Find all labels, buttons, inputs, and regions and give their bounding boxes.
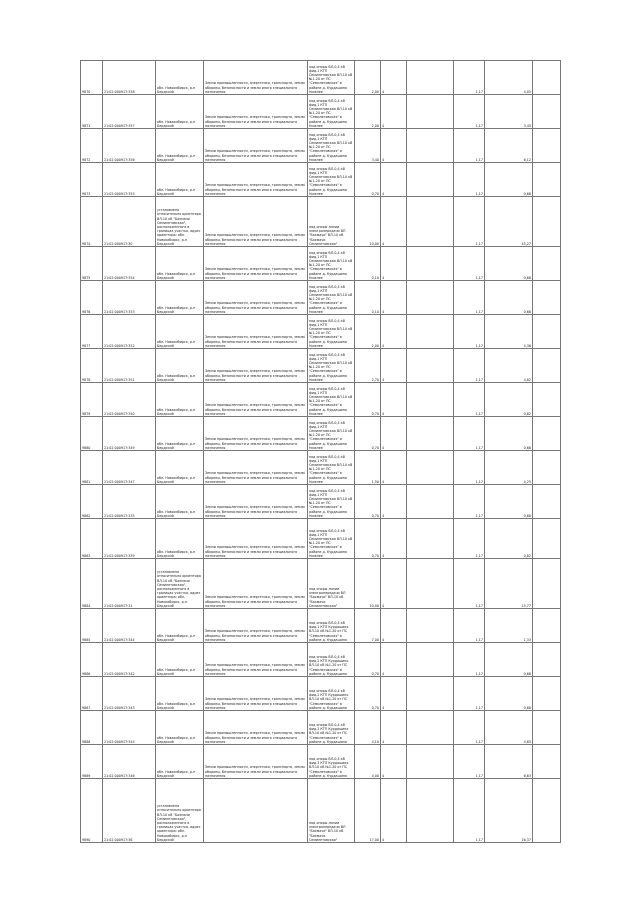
rate-cell: 4 (381, 281, 407, 315)
table-row (81, 609, 561, 643)
area-cell: 4,00 (355, 745, 381, 779)
coefficient-cell: 1,17 (454, 779, 485, 843)
cadastral-number-cell: 21:02:000917:344 (103, 609, 156, 643)
permitted-use-cell: под опоры линии электропередачи ВЛ "Бахмачи" ВЛ-10 кВ "Бахмачи Семилетовская" (308, 197, 355, 247)
table-row (81, 163, 561, 197)
amount-cell: 16,37 (485, 779, 533, 843)
row-number-cell: 9872 (81, 129, 103, 163)
address-cell: обл. Новосибирск, р-н Бердский (156, 383, 204, 417)
permitted-use-cell: под опоры ВЛ-0,4 кВ фид.1 КТП Семилетовская ВЛ-10 кВ №1-20 от ПС "Семилетовская" в районе д. Курдашино Нижнее (308, 95, 355, 129)
row-number-cell: 9877 (81, 315, 103, 349)
row-number-cell: 9870 (81, 61, 103, 95)
land-category-cell: Земли промышленности, энергетики, транспорта, земли обороны, безопасности и земли иного специального назначения (204, 417, 308, 451)
cadastral-number-cell: 21:02:000917:356 (103, 129, 156, 163)
table-row (81, 247, 561, 281)
coefficient-cell: 1,17 (454, 129, 485, 163)
permitted-use-cell: под опоры ВЛ-0,4 кВ фид.1 КТП Семилетовская ВЛ-10 кВ №1-20 от ПС "Семилетовская" в районе д. Курдашино Нижнее (308, 163, 355, 197)
coefficient-cell: 1,17 (454, 95, 485, 129)
area-cell: 0,10 (355, 281, 381, 315)
spacer-cell (533, 745, 561, 779)
permitted-use-cell: под опоры ВЛ-0,4 кВ фид.1 КТП Семилетовская ВЛ-10 кВ №1-20 от ПС "Семилетовская" в районе д. Курдашино Нижнее (308, 315, 355, 349)
address-cell: обл. Новосибирск, р-н Бердский (156, 129, 204, 163)
spacer-cell (533, 451, 561, 485)
rate-cell: 4 (381, 417, 407, 451)
rate-cell: 4 (381, 711, 407, 745)
address-cell: обл. Новосибирск, р-н Бердский (156, 451, 204, 485)
spacer-cell (533, 163, 561, 197)
spacer-cell (533, 247, 561, 281)
table-row (81, 315, 561, 349)
spacer-cell (533, 559, 561, 609)
coefficient-cell: 1,17 (454, 485, 485, 519)
land-category-cell: Земли промышленности, энергетики, транспорта, земли обороны, безопасности и земли иного специального назначения (204, 609, 308, 643)
coefficient-cell: 1,17 (454, 609, 485, 643)
empty-cell (407, 247, 454, 281)
permitted-use-cell: под опоры ВЛ-0,4 кВ фид.1 КТП Семилетовская ВЛ-10 кВ №1-20 от ПС "Семилетовская" в районе д. Курдашино Нижнее (308, 61, 355, 95)
rate-cell: 4 (381, 451, 407, 485)
amount-cell: 4,36 (485, 315, 533, 349)
address-cell: установлено относительно ориентира ВЛ-10 кВ "Бахмачи Семилетовская", расположенного в границах участка, адрес ориентира: обл. Новосибирск, р-н Бердский (156, 559, 204, 609)
rate-cell: 4 (381, 609, 407, 643)
permitted-use-cell: под опоры ВЛ-0,4 кВ фид.1 КТП Семилетовская ВЛ-10 кВ №1-20 от ПС "Семилетовская" в районе д. Курдашино Нижнее (308, 349, 355, 383)
permitted-use-cell: под опоры ВЛ-0,4 кВ фид.1 КТП Семилетовская ВЛ-10 кВ №1-20 от ПС "Семилетовская" в районе д. Курдашино Нижнее (308, 247, 355, 281)
address-cell: установлено относительно ориентира ВЛ-10 кВ "Бахмачи Семилетовская", расположенного в границах участка, адрес ориентира: обл. Новосибирск, р-н Бердский (156, 779, 204, 843)
amount-cell: 0,68 (485, 643, 533, 677)
permitted-use-cell: под опоры ВЛ-0,4 кВ фид.3 КТП Курдашино ВЛ-10 кВ №1-20 от ПС "Семилетовская" в районе д. Курдашино (308, 745, 355, 779)
empty-cell (407, 61, 454, 95)
amount-cell: 4,05 (485, 61, 533, 95)
land-category-cell: Земли промышленности, энергетики, транспорта, земли обороны, безопасности и земли иного специального назначения (204, 643, 308, 677)
rate-cell: 4 (381, 349, 407, 383)
land-category-cell: Земли промышленности, энергетики, транспорта, земли обороны, безопасности и земли иного специального назначения (204, 559, 308, 609)
permitted-use-cell: под опоры ВЛ-0,4 кВ фид.1 КТП Семилетовская ВЛ-10 кВ №1-20 от ПС "Семилетовская" в районе д. Курдашино Нижнее (308, 417, 355, 451)
amount-cell: 0,82 (485, 519, 533, 559)
empty-cell (407, 745, 454, 779)
coefficient-cell: 1,17 (454, 163, 485, 197)
permitted-use-cell: под опоры ВЛ-0,4 кВ фид.2 КТП Курдашино ВЛ-10 кВ №1-20 от ПС "Семилетовская" в районе д. Курдашино (308, 643, 355, 677)
empty-cell (407, 451, 454, 485)
spacer-cell (533, 281, 561, 315)
amount-cell: 0,68 (485, 281, 533, 315)
cadastral-number-cell: 21:02:000917:339 (103, 519, 156, 559)
address-cell: обл. Новосибирск, р-н Бердский (156, 281, 204, 315)
area-cell: 2,70 (355, 349, 381, 383)
table-row (81, 643, 561, 677)
empty-cell (407, 163, 454, 197)
amount-cell: 4,25 (485, 451, 533, 485)
table-row (81, 711, 561, 745)
coefficient-cell: 1,17 (454, 677, 485, 711)
permitted-use-cell: под опоры ВЛ-0,4 кВ фид.1 КТП Семилетовская ВЛ-10 кВ №1-20 от ПС "Семилетовская" в районе д. Курдашино Нижнее (308, 519, 355, 559)
land-category-cell: Земли промышленности, энергетики, транспорта, земли обороны, безопасности и земли иного специального назначения (204, 95, 308, 129)
coefficient-cell: 1,17 (454, 61, 485, 95)
empty-cell (407, 315, 454, 349)
spacer-cell (533, 61, 561, 95)
coefficient-cell: 1,17 (454, 643, 485, 677)
cadastral-number-cell: 21:02:000917:352 (103, 315, 156, 349)
empty-cell (407, 129, 454, 163)
land-category-cell: Земли промышленности, энергетики, транспорта, земли обороны, безопасности и земли иного специального назначения (204, 745, 308, 779)
amount-cell: 15,77 (485, 559, 533, 609)
permitted-use-cell: под опоры ВЛ-0,4 кВ фид.1 КТП Семилетовская ВЛ-10 кВ №1-20 от ПС "Семилетовская" в районе д. Курдашино Нижнее (308, 383, 355, 417)
spacer-cell (533, 417, 561, 451)
rate-cell: 4 (381, 485, 407, 519)
table-row (81, 779, 561, 843)
coefficient-cell: 1,17 (454, 383, 485, 417)
row-number-cell: 9875 (81, 247, 103, 281)
land-category-cell: Земли промышленности, энергетики, транспорта, земли обороны, безопасности и земли иного специального назначения (204, 349, 308, 383)
row-number-cell: 9888 (81, 711, 103, 745)
spacer-cell (533, 129, 561, 163)
table-row (81, 129, 561, 163)
cadastral-number-cell: 21:02:000917:36 (103, 779, 156, 843)
table-row (81, 745, 561, 779)
empty-cell (407, 559, 454, 609)
address-cell: обл. Новосибирск, р-н Бердский (156, 95, 204, 129)
row-number-cell: 9874 (81, 197, 103, 247)
row-number-cell: 9876 (81, 281, 103, 315)
permitted-use-cell: под опоры линии электропередачи ВЛ "Бахмачи" ВЛ-10 кВ "Бахмачи Семилетовская" (308, 779, 355, 843)
spacer-cell (533, 197, 561, 247)
cadastral-number-cell: 21:02:000917:31 (103, 559, 156, 609)
spacer-cell (533, 95, 561, 129)
address-cell: обл. Новосибирск, р-н Бердский (156, 677, 204, 711)
land-category-cell (204, 779, 308, 843)
area-cell: 0,70 (355, 383, 381, 417)
rate-cell: 4 (381, 129, 407, 163)
row-number-cell: 9879 (81, 383, 103, 417)
coefficient-cell: 1,17 (454, 451, 485, 485)
permitted-use-cell: под опоры ВЛ-0,4 кВ фид.2 КТП Курдашино ВЛ-10 кВ №1-20 от ПС "Семилетовская" в районе д. Курдашино (308, 677, 355, 711)
permitted-use-cell: под опоры линии электропередачи ВЛ "Бахмачи" ВЛ-10 кВ "Бахмачи Семилетовская" (308, 559, 355, 609)
coefficient-cell: 1,17 (454, 519, 485, 559)
spacer-cell (533, 609, 561, 643)
coefficient-cell: 1,17 (454, 559, 485, 609)
address-cell: обл. Новосибирск, р-н Бердский (156, 711, 204, 745)
coefficient-cell: 1,17 (454, 281, 485, 315)
spacer-cell (533, 485, 561, 519)
row-number-cell: 9882 (81, 485, 103, 519)
land-category-cell: Земли промышленности, энергетики, транспорта, земли обороны, безопасности и земли иного специального назначения (204, 711, 308, 745)
amount-cell: 0,68 (485, 417, 533, 451)
table-row (81, 451, 561, 485)
table-row (81, 417, 561, 451)
rate-cell: 4 (381, 779, 407, 843)
address-cell: обл. Новосибирск, р-н Бердский (156, 519, 204, 559)
land-category-cell: Земли промышленности, энергетики, транспорта, земли обороны, безопасности и земли иного специального назначения (204, 677, 308, 711)
table-row (81, 559, 561, 609)
cadastral-number-cell: 21:02:000917:354 (103, 247, 156, 281)
amount-cell: 0,68 (485, 485, 533, 519)
rate-cell: 4 (381, 643, 407, 677)
row-number-cell: 9884 (81, 559, 103, 609)
empty-cell (407, 779, 454, 843)
address-cell: обл. Новосибирск, р-н Бердский (156, 247, 204, 281)
row-number-cell: 9886 (81, 643, 103, 677)
amount-cell: 4,82 (485, 349, 533, 383)
permitted-use-cell: под опоры ВЛ-0,4 кВ фид.1 КТП Семилетовская ВЛ-10 кВ №1-20 от ПС "Семилетовская" в районе д. Курдашино Нижнее (308, 485, 355, 519)
table-row (81, 485, 561, 519)
row-number-cell: 9873 (81, 163, 103, 197)
spacer-cell (533, 711, 561, 745)
land-plots-table (80, 60, 561, 843)
spacer-cell (533, 383, 561, 417)
empty-cell (407, 485, 454, 519)
row-number-cell: 9887 (81, 677, 103, 711)
area-cell: 4,10 (355, 711, 381, 745)
address-cell: установлено относительно ориентира ВЛ-10 кВ "Бахмачи Семилетовская", расположенного в границах участка, адрес ориентира: обл. Новосибирск, р-н Бердский (156, 197, 204, 247)
area-cell: 0,70 (355, 643, 381, 677)
land-category-cell: Земли промышленности, энергетики, транспорта, земли обороны, безопасности и земли иного специального назначения (204, 315, 308, 349)
table-row (81, 349, 561, 383)
land-category-cell: Земли промышленности, энергетики, транспорта, земли обороны, безопасности и земли иного специального назначения (204, 163, 308, 197)
land-category-cell: Земли промышленности, энергетики, транспорта, земли обороны, безопасности и земли иного специального назначения (204, 485, 308, 519)
table-row (81, 677, 561, 711)
table-row (81, 281, 561, 315)
area-cell: 2,00 (355, 61, 381, 95)
empty-cell (407, 349, 454, 383)
spacer-cell (533, 779, 561, 843)
area-cell: 0,70 (355, 485, 381, 519)
area-cell: 3,40 (355, 129, 381, 163)
row-number-cell: 9890 (81, 779, 103, 843)
empty-cell (407, 519, 454, 559)
permitted-use-cell: под опоры ВЛ-0,4 кВ фид.1 КТП Курдашино ВЛ-10 кВ №1-20 от ПС "Семилетовская" в районе д. Курдашино (308, 609, 355, 643)
area-cell: 0,10 (355, 247, 381, 281)
rate-cell: 4 (381, 677, 407, 711)
area-cell: 0,70 (355, 417, 381, 451)
table-row (81, 61, 561, 95)
spacer-cell (533, 519, 561, 559)
amount-cell: 1,33 (485, 609, 533, 643)
empty-cell (407, 197, 454, 247)
rate-cell: 4 (381, 559, 407, 609)
cadastral-number-cell: 21:02:000917:357 (103, 95, 156, 129)
rate-cell: 4 (381, 315, 407, 349)
land-category-cell: Земли промышленности, энергетики, транспорта, земли обороны, безопасности и земли иного специального назначения (204, 281, 308, 315)
address-cell: обл. Новосибирск, р-н Бердский (156, 609, 204, 643)
cadastral-number-cell: 21:02:000917:342 (103, 643, 156, 677)
area-cell: 10,00 (355, 197, 381, 247)
land-category-cell: Земли промышленности, энергетики, транспорта, земли обороны, безопасности и земли иного специального назначения (204, 451, 308, 485)
area-cell: 17,00 (355, 779, 381, 843)
permitted-use-cell: под опоры ВЛ-0,4 кВ фид.2 КТП Курдашино ВЛ-10 кВ №1-20 от ПС "Семилетовская" в районе д. Курдашино (308, 711, 355, 745)
land-category-cell: Земли промышленности, энергетики, транспорта, земли обороны, безопасности и земли иного специального назначения (204, 519, 308, 559)
rate-cell: 4 (381, 61, 407, 95)
row-number-cell: 9871 (81, 95, 103, 129)
cadastral-number-cell: 21:02:000917:346 (103, 745, 156, 779)
address-cell: обл. Новосибирск, р-н Бердский (156, 61, 204, 95)
rate-cell: 4 (381, 745, 407, 779)
cadastral-number-cell: 21:02:000917:347 (103, 451, 156, 485)
empty-cell (407, 417, 454, 451)
empty-cell (407, 643, 454, 677)
address-cell: обл. Новосибирск, р-н Бердский (156, 745, 204, 779)
row-number-cell: 9889 (81, 745, 103, 779)
area-cell: 1,50 (355, 451, 381, 485)
permitted-use-cell: под опоры ВЛ-0,4 кВ фид.1 КТП Семилетовская ВЛ-10 кВ №1-20 от ПС "Семилетовская" в районе д. Курдашино Нижнее (308, 129, 355, 163)
table-row (81, 383, 561, 417)
rate-cell: 4 (381, 197, 407, 247)
area-cell: 0,70 (355, 163, 381, 197)
permitted-use-cell: под опоры ВЛ-0,4 кВ фид.1 КТП Семилетовская ВЛ-10 кВ №1-20 от ПС "Семилетовская" в районе д. Курдашино Нижнее (308, 281, 355, 315)
cadastral-number-cell: 21:02:000917:30 (103, 197, 156, 247)
cadastral-number-cell: 21:02:000917:353 (103, 281, 156, 315)
amount-cell: 4,65 (485, 711, 533, 745)
coefficient-cell: 1,17 (454, 197, 485, 247)
empty-cell (407, 609, 454, 643)
spacer-cell (533, 643, 561, 677)
address-cell: обл. Новосибирск, р-н Бердский (156, 643, 204, 677)
address-cell: обл. Новосибирск, р-н Бердский (156, 315, 204, 349)
amount-cell: 3,45 (485, 95, 533, 129)
land-category-cell: Земли промышленности, энергетики, транспорта, земли обороны, безопасности и земли иного специального назначения (204, 61, 308, 95)
address-cell: обл. Новосибирск, р-н Бердский (156, 485, 204, 519)
area-cell: 10,00 (355, 559, 381, 609)
area-cell: 2,00 (355, 95, 381, 129)
address-cell: обл. Новосибирск, р-н Бердский (156, 349, 204, 383)
land-category-cell: Земли промышленности, энергетики, транспорта, земли обороны, безопасности и земли иного специального назначения (204, 197, 308, 247)
amount-cell: 45,27 (485, 197, 533, 247)
cadastral-number-cell: 21:02:000917:349 (103, 417, 156, 451)
coefficient-cell: 1,17 (454, 349, 485, 383)
amount-cell: 0,82 (485, 383, 533, 417)
cadastral-number-cell: 21:02:000917:345 (103, 711, 156, 745)
rate-cell: 4 (381, 163, 407, 197)
area-cell: 0,70 (355, 519, 381, 559)
row-number-cell: 9878 (81, 349, 103, 383)
coefficient-cell: 1,17 (454, 711, 485, 745)
table-row (81, 95, 561, 129)
land-category-cell: Земли промышленности, энергетики, транспорта, земли обороны, безопасности и земли иного специального назначения (204, 383, 308, 417)
empty-cell (407, 711, 454, 745)
empty-cell (407, 95, 454, 129)
address-cell: обл. Новосибирск, р-н Бердский (156, 163, 204, 197)
table-row (81, 197, 561, 247)
row-number-cell: 9881 (81, 451, 103, 485)
amount-cell: 0,68 (485, 677, 533, 711)
area-cell: 0,70 (355, 677, 381, 711)
cadastral-number-cell: 21:02:000917:351 (103, 349, 156, 383)
empty-cell (407, 383, 454, 417)
row-number-cell: 9885 (81, 609, 103, 643)
permitted-use-cell: под опоры ВЛ-0,4 кВ фид.1 КТП Семилетовская ВЛ-10 кВ №1-20 от ПС "Семилетовская" в районе д. Курдашино Нижнее (308, 451, 355, 485)
rate-cell: 4 (381, 95, 407, 129)
cadastral-number-cell: 21:02:000917:355 (103, 163, 156, 197)
land-category-cell: Земли промышленности, энергетики, транспорта, земли обороны, безопасности и земли иного специального назначения (204, 247, 308, 281)
spacer-cell (533, 315, 561, 349)
land-category-cell: Земли промышленности, энергетики, транспорта, земли обороны, безопасности и земли иного специального назначения (204, 129, 308, 163)
amount-cell: 0,68 (485, 163, 533, 197)
cadastral-number-cell: 21:02:000917:343 (103, 677, 156, 711)
area-cell: 7,00 (355, 609, 381, 643)
coefficient-cell: 1,17 (454, 417, 485, 451)
spacer-cell (533, 677, 561, 711)
cadastral-number-cell: 21:02:000917:350 (103, 383, 156, 417)
area-cell: 2,00 (355, 315, 381, 349)
empty-cell (407, 677, 454, 711)
coefficient-cell: 1,17 (454, 745, 485, 779)
row-number-cell: 9880 (81, 417, 103, 451)
coefficient-cell: 1,17 (454, 315, 485, 349)
row-number-cell: 9883 (81, 519, 103, 559)
rate-cell: 4 (381, 383, 407, 417)
amount-cell: 6,12 (485, 129, 533, 163)
rate-cell: 4 (381, 247, 407, 281)
amount-cell: 0,68 (485, 247, 533, 281)
coefficient-cell: 1,17 (454, 247, 485, 281)
cadastral-number-cell: 21:02:000917:335 (103, 485, 156, 519)
address-cell: обл. Новосибирск, р-н Бердский (156, 417, 204, 451)
spacer-cell (533, 349, 561, 383)
empty-cell (407, 281, 454, 315)
cadastral-number-cell: 21:02:000917:358 (103, 61, 156, 95)
amount-cell: 6,63 (485, 745, 533, 779)
table-row (81, 519, 561, 559)
rate-cell: 4 (381, 519, 407, 559)
